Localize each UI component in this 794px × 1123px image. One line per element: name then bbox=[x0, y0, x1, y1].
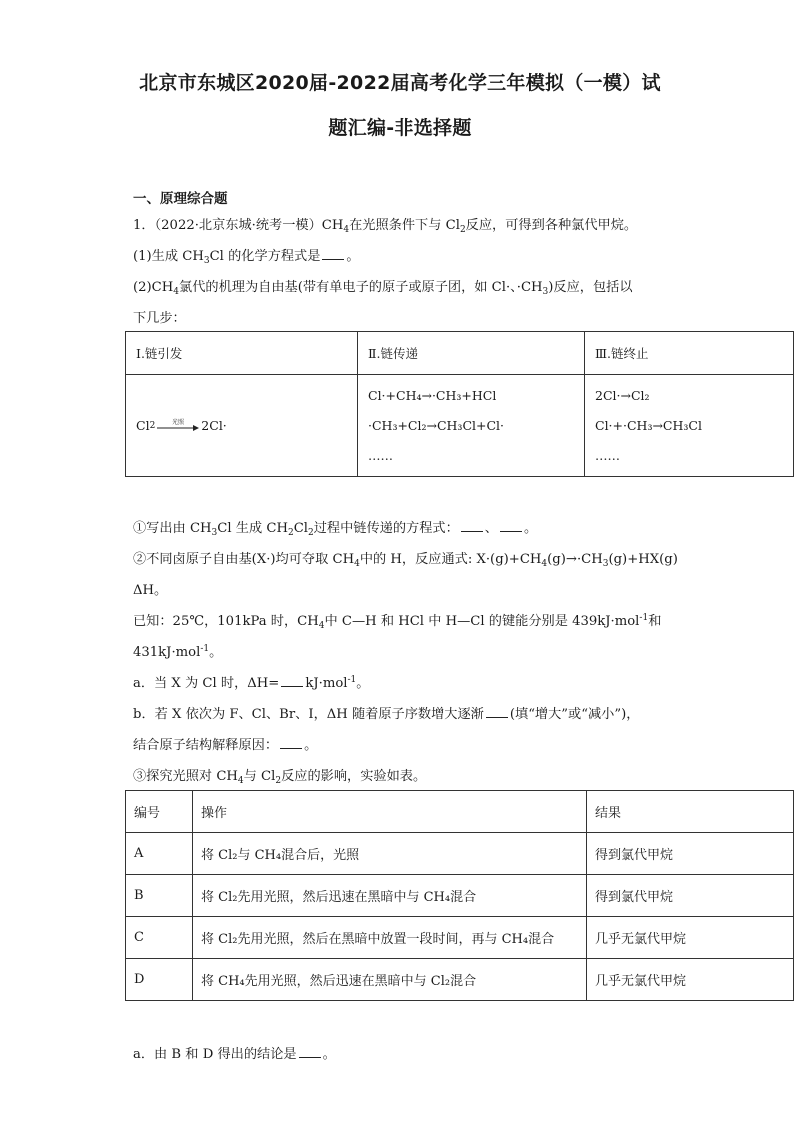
experiment-table bbox=[125, 790, 794, 1001]
header-id: 编号 bbox=[126, 791, 193, 833]
arrow-label: 光照 bbox=[172, 418, 185, 426]
row-id: A bbox=[126, 833, 193, 875]
question-1-stem: 1．（2022·北京东城·统考一模）$CH_4$在光照条件下与 $Cl_2$反应，可得到各种氯代甲烷。 bbox=[133, 218, 638, 235]
header-termination: Ⅲ.链终止 bbox=[585, 332, 794, 375]
mechanism-table bbox=[125, 331, 794, 477]
row-id: C bbox=[126, 917, 193, 959]
termination-ellipsis: …… bbox=[595, 447, 620, 463]
sub-question-2-cont: ΔH。 bbox=[133, 583, 168, 598]
question-a: a．当 X 为 Cl 时，ΔH= kJ·mol$^{-1}$。 bbox=[133, 675, 370, 691]
question-b: b．若 X 依次为 F、Cl、Br、I，ΔH 随着原子序数增大逐渐 (填“增大”或“减小”)， bbox=[133, 707, 640, 722]
answer-blank[interactable] bbox=[299, 1046, 321, 1058]
header-operation: 操作 bbox=[193, 791, 587, 833]
part-1: (1)生成 $CH_3Cl$ 的化学方程式是 。 bbox=[133, 249, 360, 266]
reaction-arrow-icon bbox=[156, 417, 200, 435]
document-title-line2: 题汇编-非选择题 bbox=[328, 117, 472, 139]
final-question: a．由 B 和 D 得出的结论是 。 bbox=[133, 1047, 336, 1062]
initiation-equation: Cl 2 光照 2Cl· bbox=[136, 418, 227, 433]
answer-blank[interactable] bbox=[281, 675, 303, 687]
row-operation: 将 Cl₂与 CH₄混合后，光照 bbox=[193, 833, 587, 875]
table-row bbox=[126, 959, 794, 1001]
answer-blank[interactable] bbox=[461, 520, 483, 532]
propagation-ellipsis: …… bbox=[368, 447, 393, 463]
row-id: B bbox=[126, 875, 193, 917]
question-b-cont: 结合原子结构解释原因： 。 bbox=[133, 738, 318, 753]
row-result: 得到氯代甲烷 bbox=[587, 875, 794, 917]
row-id: D bbox=[126, 959, 193, 1001]
header-result: 结果 bbox=[587, 791, 794, 833]
sub-question-3: ③探究光照对 $CH_4$与 $Cl_2$反应的影响，实验如表。 bbox=[133, 769, 427, 786]
sub-question-2: ②不同卤原子自由基(X·)均可夺取 $CH_4$中的 H，反应通式: $X\cdot(g)+CH_4(g)\to\cdot CH_3(g)+HX(g)$ bbox=[133, 552, 678, 569]
answer-blank[interactable] bbox=[500, 520, 522, 532]
table-row bbox=[126, 875, 794, 917]
row-operation: 将 Cl₂先用光照，然后在黑暗中放置一段时间，再与 CH₄混合 bbox=[193, 917, 587, 959]
propagation-step-1: Cl·+CH₄→·CH₃+HCl bbox=[368, 387, 497, 403]
table-row bbox=[126, 917, 794, 959]
sub-question-1: ①写出由 $CH_3Cl$ 生成 $CH_2Cl_2$过程中链传递的方程式： 、 。 bbox=[133, 521, 538, 538]
row-result: 得到氯代甲烷 bbox=[587, 833, 794, 875]
propagation-step-2: ·CH₃+Cl₂→CH₃Cl+Cl· bbox=[368, 417, 505, 433]
propagation-cell bbox=[358, 375, 585, 477]
known-data: 已知：25℃，101kPa 时，$CH_4$中 C—H 和 HCl 中 H—Cl 的键能分别是 439kJ·mol$^{-1}$和 bbox=[133, 613, 662, 631]
document-title-line1: 北京市东城区2020届-2022届高考化学三年模拟（一模）试 bbox=[139, 72, 661, 94]
row-operation: 将 CH₄先用光照，然后迅速在黑暗中与 Cl₂混合 bbox=[193, 959, 587, 1001]
termination-step-1: 2Cl·→Cl₂ bbox=[595, 387, 650, 403]
row-result: 几乎无氯代甲烷 bbox=[587, 959, 794, 1001]
termination-cell bbox=[585, 375, 794, 477]
row-result: 几乎无氯代甲烷 bbox=[587, 917, 794, 959]
header-initiation: Ⅰ.链引发 bbox=[126, 332, 358, 375]
table-row bbox=[126, 833, 794, 875]
known-data-cont: 431kJ·mol$^{-1}$。 bbox=[133, 644, 223, 660]
part-2-cont: 下几步： bbox=[133, 311, 186, 326]
initiation-cell bbox=[126, 375, 358, 477]
part-2: $(2)CH_4$氯代的机理为自由基(带有单电子的原子或原子团，如 Cl·、$\cdot CH_3$)反应，包括以 bbox=[133, 280, 633, 297]
answer-blank[interactable] bbox=[322, 248, 344, 260]
termination-step-2: Cl·+·CH₃→CH₃Cl bbox=[595, 417, 702, 433]
section-heading: 一、原理综合题 bbox=[133, 191, 228, 207]
header-propagation: Ⅱ.链传递 bbox=[358, 332, 585, 375]
answer-blank[interactable] bbox=[280, 737, 302, 749]
row-operation: 将 Cl₂先用光照，然后迅速在黑暗中与 CH₄混合 bbox=[193, 875, 587, 917]
answer-blank[interactable] bbox=[486, 706, 508, 718]
